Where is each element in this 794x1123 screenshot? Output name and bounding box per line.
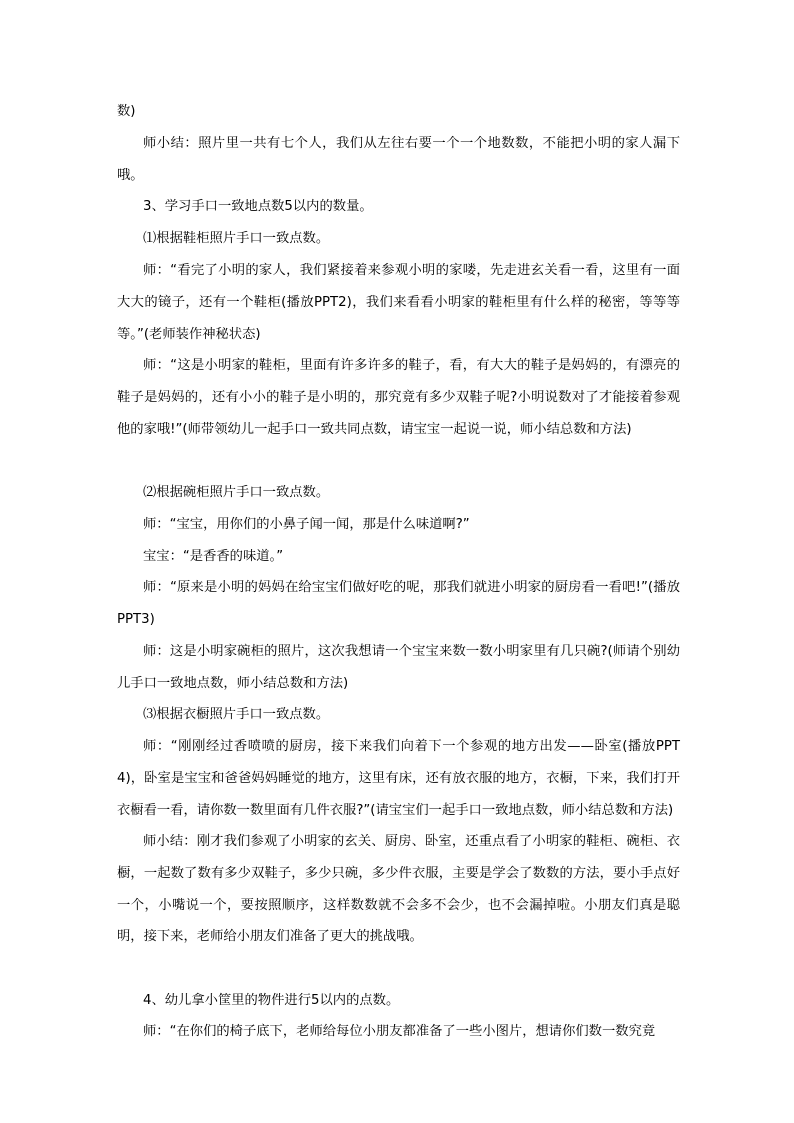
- paragraph-teacher-1: 师：“看完了小明的家人，我们紧接着来参观小明的家喽，先走进玄关看一看，这里有一面大大的镜子，还有一个鞋柜(播放PPT2)，我们来看看小明家的鞋柜里有什么样的秘密，等等等等。”(老师装作神秘状态): [117, 263, 680, 342]
- paragraph-teacher-6: 师：“刚刚经过香喷喷的厨房，接下来我们向着下一个参观的地方出发——卧室(播放PPT4)，卧室是宝宝和爸爸妈妈睡觉的地方，这里有床，还有放衣服的地方，衣橱，下来，我们打开衣橱看一看，请你数一数里面有几件衣服?”(请宝宝们一起手口一致地点数，师小结总数和方法): [117, 739, 680, 818]
- paragraph-summary-2: 师小结：刚才我们参观了小明家的玄关、厨房、卧室，还重点看了小明家的鞋柜、碗柜、衣橱，一起数了数有多少双鞋子，多少只碗，多少件衣服，主要是学会了数数的方法，要小手点好一个，小嘴说一个，要按照顺序，这样数数就不会多不会少，也不会漏掉啦。小朋友们真是聪明，接下来，老师给小朋友们准备了更大的挑战哦。: [117, 834, 680, 945]
- paragraph-continuation: 数): [117, 104, 136, 119]
- subheading-bowl-cabinet: ⑵根据碗柜照片手口一致点数。: [143, 485, 330, 500]
- paragraph-teacher-7: 师：“在你们的椅子底下，老师给每位小朋友都准备了一些小图片，想请你们数一数究竟: [143, 1024, 656, 1039]
- paragraph-summary-1: 师小结：照片里一共有七个人，我们从左往右要一个一个地数数，不能把小明的家人漏下哦。: [117, 136, 680, 183]
- paragraph-baby-reply: 宝宝：“是香香的味道。”: [143, 549, 284, 564]
- section-heading-3: 3、学习手口一致地点数5以内的数量。: [143, 199, 373, 214]
- paragraph-teacher-2: 师：“这是小明家的鞋柜，里面有许多许多的鞋子，看，有大大的鞋子是妈妈的，有漂亮的鞋子是妈妈的，还有小小的鞋子是小明的，那究竟有多少双鞋子呢?小明说数对了才能接着参观他的家哦!”(师带领幼儿一起手口一致共同点数，请宝宝一起说一说，师小结总数和方法): [117, 358, 680, 437]
- paragraph-teacher-3: 师：“宝宝，用你们的小鼻子闻一闻，那是什么味道啊?”: [143, 517, 470, 532]
- section-heading-4: 4、幼儿拿小筐里的物件进行5以内的点数。: [143, 993, 400, 1008]
- subheading-shoe-cabinet: ⑴根据鞋柜照片手口一致点数。: [143, 231, 330, 246]
- subheading-wardrobe: ⑶根据衣橱照片手口一致点数。: [143, 707, 330, 722]
- paragraph-teacher-4: 师：“原来是小明的妈妈在给宝宝们做好吃的呢，那我们就进小明家的厨房看一看吧!”(播放PPT3): [117, 580, 680, 627]
- paragraph-teacher-5: 师：这是小明家碗柜的照片，这次我想请一个宝宝来数一数小明家里有几只碗?(师请个别幼儿手口一致地点数，师小结总数和方法): [117, 644, 680, 691]
